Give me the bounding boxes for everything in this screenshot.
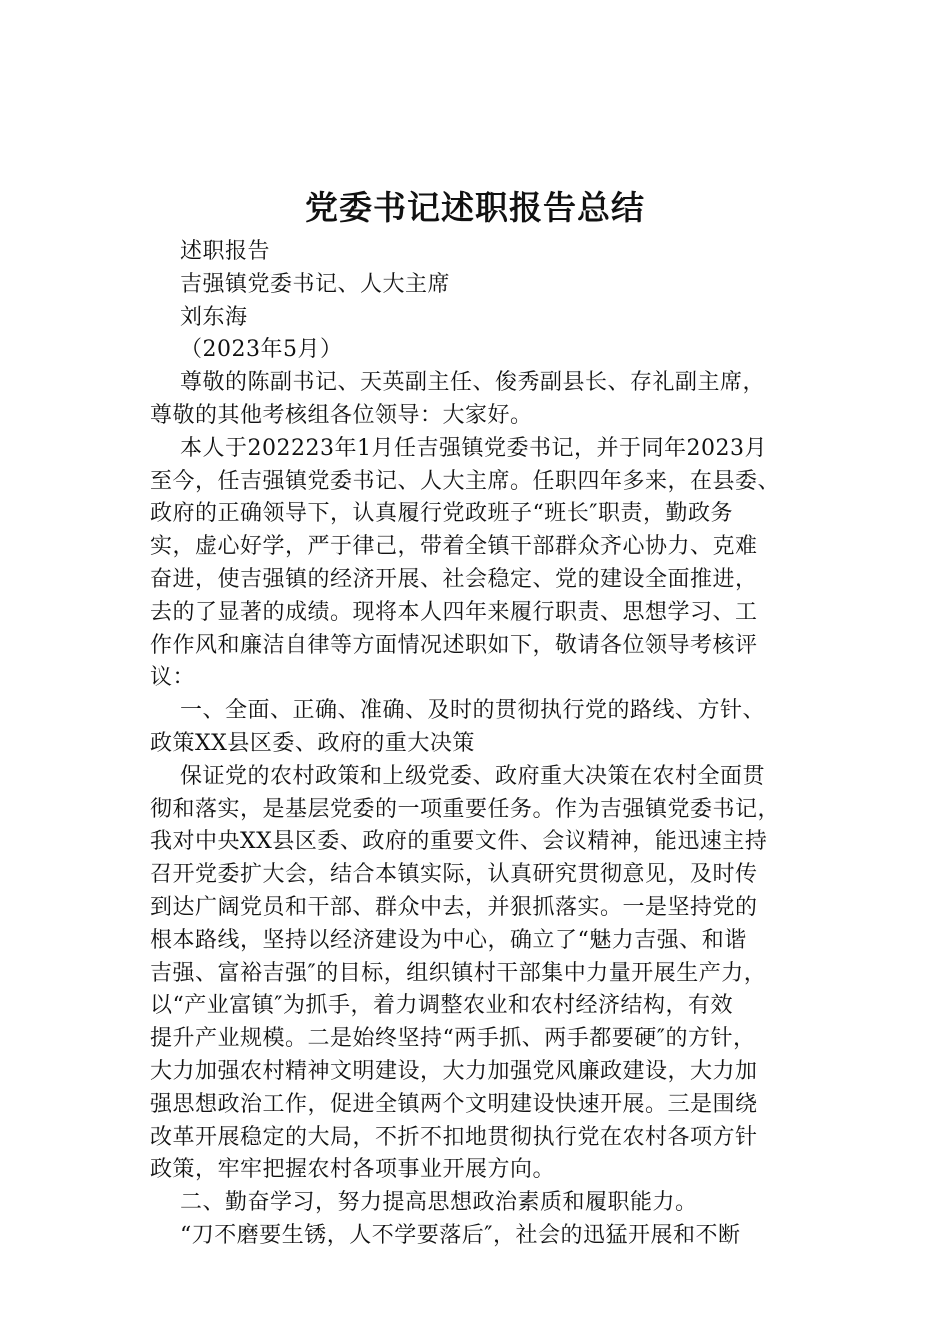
text-line: 改革开展稳定的大局，不折不扣地贯彻执行党在农村各项方针 [150,1124,758,1150]
text-line: 大力加强农村精神文明建设，大力加强党风廉政建设，大力加 [150,1058,758,1084]
text-line: 议： [150,665,196,691]
text-line: 彻和落实，是基层党委的一项重要任务。作为吉强镇党委书记， [150,796,781,822]
text-line: 去的了显著的成绩。现将本人四年来履行职责、思想学习、工 [150,599,758,625]
text-line: 奋进，使吉强镇的经济开展、社会稳定、党的建设全面推进， [150,566,758,592]
text-line: 政府的正确领导下，认真履行党政班子“班长″职责，勤政务 [150,501,733,527]
text-line: 吉强镇党委书记、人大主席 [180,271,451,297]
text-line: 强思想政治工作，促进全镇两个文明建设快速开展。三是围绕 [150,1091,758,1117]
text-line: 作作风和廉洁自律等方面情况述职如下，敬请各位领导考核评 [150,632,758,658]
text-line: 根本路线，坚持以经济建设为中心，确立了“魅力吉强、和谐 [150,927,747,953]
text-line: 到达广阔党员和干部、群众中去，并狠抓落实。一是坚持党的 [150,894,758,920]
text-line: 述职报告 [180,239,271,264]
text-line: 我对中央XX县区委、政府的重要文件、会议精神，能迅速主持 [150,829,768,855]
text-line: 尊敬的陈副书记、天英副主任、俊秀副县长、存礼副主席， [180,370,766,396]
text-line: 政策，牢牢把握农村各项事业开展方向。 [150,1157,556,1183]
text-line: 刘东海 [180,304,248,330]
text-line: 召开党委扩大会，结合本镇实际，认真研究贯彻意见，及时传 [150,862,758,888]
text-line: 至今，任吉强镇党委书记、人大主席。任职四年多来，在县委、 [150,468,781,494]
text-line: 一、全面、正确、准确、及时的贯彻执行党的路线、方针、 [180,698,766,724]
text-line: 尊敬的其他考核组各位领导：大家好。 [150,402,533,428]
text-line: 以“产业富镇″为抓手，着力调整农业和农村经济结构，有效 [150,993,733,1019]
text-line: 实，虚心好学，严于律己，带着全镇干部群众齐心协力、克难 [150,534,758,560]
document-title: 党委书记述职报告总结 [305,188,645,227]
text-line: 提升产业规模。二是始终坚持“两手抓、两手都要硬″的方针， [150,1026,756,1052]
text-line: 吉强、富裕吉强″的目标，组织镇村干部集中力量开展生产力， [150,960,767,986]
text-line: 政策XX县区委、政府的重大决策 [150,730,475,756]
text-line: 本人于202223年1月任吉强镇党委书记，并于同年2023月 [180,435,767,461]
text-line: （2023年5月） [180,337,343,363]
text-line: 二、勤奋学习，努力提高思想政治素质和履职能力。 [180,1190,698,1216]
text-line: “刀不磨要生锈，人不学要落后″，社会的迅猛开展和不断 [180,1222,741,1248]
document-body [150,236,833,1253]
text-line: 保证党的农村政策和上级党委、政府重大决策在农村全面贯 [180,763,766,789]
